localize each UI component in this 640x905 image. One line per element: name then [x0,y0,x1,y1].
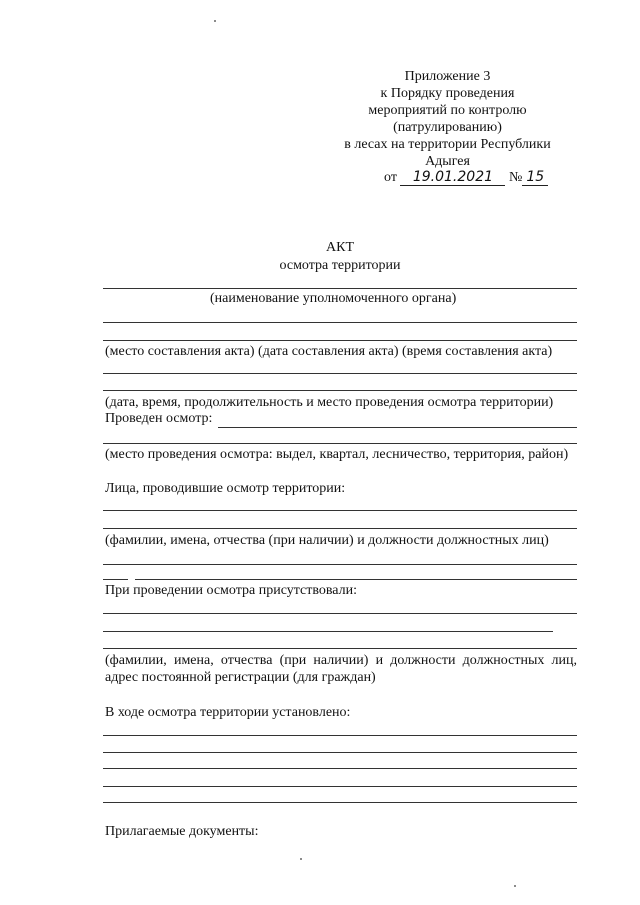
header-line: (патрулированию) [393,120,502,135]
fill-line [103,802,577,803]
caption-attendees-names: (фамилии, имена, отчества (при наличии) и должности должностных лиц, адрес постоянной регистрации (для граждан) [105,653,577,685]
fill-line [103,752,577,753]
header-date-number [384,170,548,186]
fill-line [103,648,577,649]
header-line: в лесах на территории Республики [344,137,551,152]
label-findings: В ходе осмотра территории установлено: [105,705,351,720]
fill-line [103,786,577,787]
header-line: Адыгея [425,154,470,169]
document-title: АКТ [326,240,354,255]
fill-line [103,631,553,632]
fill-line [218,427,577,428]
fill-line [103,735,577,736]
caption-inspection-details: (дата, время, продолжительность и место проведения осмотра территории) [105,395,554,410]
document-subtitle: осмотра территории [279,258,401,273]
caption-authority: (наименование уполномоченного органа) [210,291,457,306]
date-prefix: от [384,170,397,185]
fill-line [103,288,577,289]
fill-line [103,373,577,374]
fill-line [103,768,577,769]
label-conducted: Проведен осмотр: [105,411,213,426]
appendix-header [330,68,565,170]
fill-line [103,579,128,580]
fill-line [103,613,577,614]
fill-line [103,443,577,444]
header-line: к Порядку проведения [380,86,515,101]
scan-speck [214,20,216,22]
handwritten-date: 19.01.2021 [400,170,505,186]
header-line: мероприятий по контролю [368,103,527,118]
fill-line [103,510,577,511]
label-attachments: Прилагаемые документы: [105,824,259,839]
caption-inspection-place: (место проведения осмотра: выдел, квартал, лесничество, территория, район) [105,447,569,462]
label-attendees: При проведении осмотра присутствовали: [105,583,357,598]
fill-line [103,322,577,323]
header-line: Приложение 3 [404,69,491,84]
fill-line [135,579,577,580]
fill-line [103,528,577,529]
fill-line [103,390,577,391]
fill-line [103,340,577,341]
scan-speck [300,858,302,860]
handwritten-number: 15 [522,170,548,186]
caption-inspectors-names: (фамилии, имена, отчества (при наличии) и должности должностных лиц) [105,533,549,548]
label-inspectors: Лица, проводившие осмотр территории: [105,481,346,496]
caption-place-date-time: (место составления акта) (дата составления акта) (время составления акта) [105,344,553,359]
fill-line [103,564,577,565]
scan-speck [514,885,516,887]
number-prefix: № [508,170,523,185]
